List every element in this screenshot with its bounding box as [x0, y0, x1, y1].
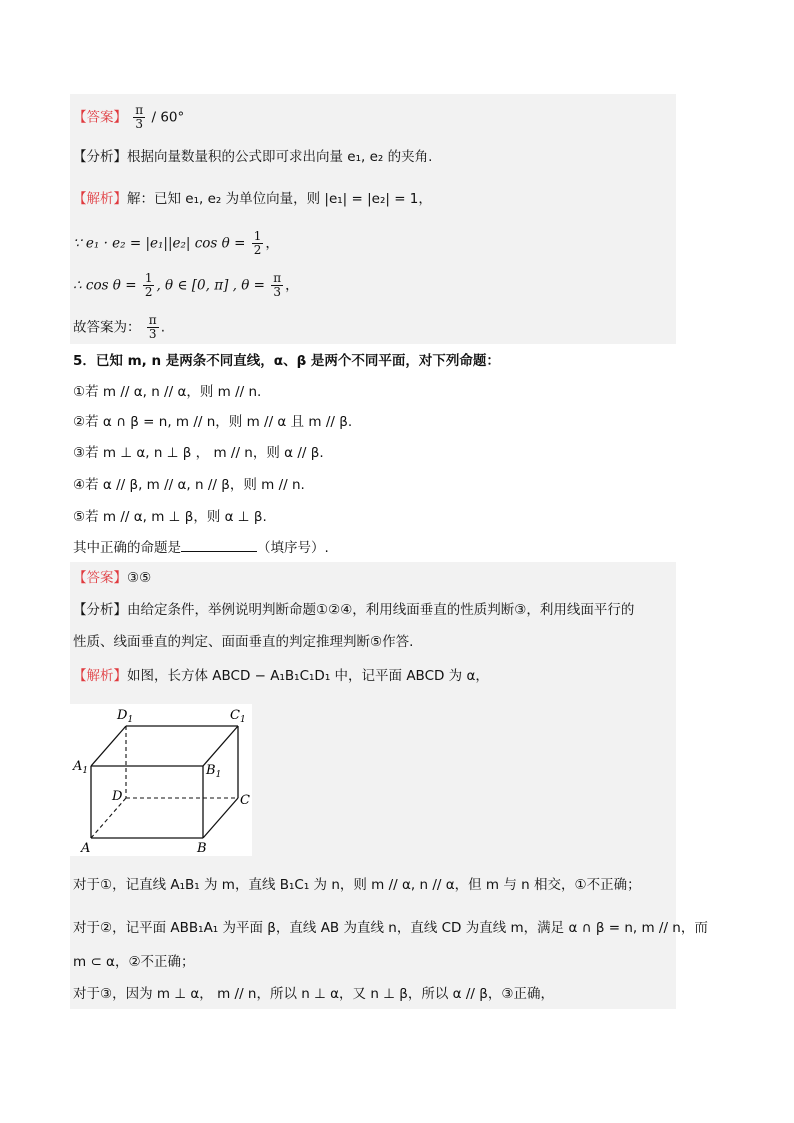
analysis-5-tag: 【分析】	[73, 602, 127, 618]
solution-fraction-half: $\frac{1}{2}$	[253, 229, 262, 257]
question-5-item-1: ①若 m // α, n // α，则 m // n.	[73, 384, 262, 400]
label-a: A	[81, 841, 91, 856]
fill-suffix: （填序号）.	[257, 540, 329, 556]
solution-fraction-half-2: $\frac{1}{2}$	[144, 271, 153, 299]
question-5-fill-line	[73, 537, 329, 558]
solution-text-3-mid: , θ ∈ [0, π] , θ =	[156, 277, 265, 294]
solution-text-3: ∴ cos θ =	[73, 277, 137, 294]
solution-tag: 【解析】	[73, 191, 127, 207]
solution-comma-2: ，	[285, 277, 299, 294]
label-b: B	[197, 841, 207, 856]
solution-text-2: ∵ e₁ · e₂ = |e₁||e₂| cos θ =	[73, 235, 246, 252]
answer-block-1-background	[70, 94, 676, 344]
solution-5-para-2b: m ⊂ α，②不正确；	[73, 954, 195, 970]
solution-line-1	[73, 189, 432, 209]
label-c: C	[240, 793, 250, 808]
solution-line-2	[73, 230, 279, 257]
answer-5-tag: 【答案】	[73, 570, 127, 586]
label-d1: $D_1$	[117, 708, 134, 725]
solution-line-4	[73, 314, 165, 341]
question-5-item-5: ⑤若 m // α, m ⊥ β，则 α ⊥ β.	[73, 509, 267, 525]
analysis-tag: 【分析】	[73, 149, 127, 165]
solution-text-4: 故答案为：	[73, 319, 141, 336]
cuboid-figure	[70, 704, 252, 856]
label-c1: $C_1$	[230, 708, 246, 725]
solution-5-intro-text: 如图，长方体 ABCD − A₁B₁C₁D₁ 中，记平面 ABCD 为 α，	[127, 668, 489, 684]
cuboid-diagram	[70, 704, 252, 856]
question-5-item-2: ②若 α ∩ β = n, m // n，则 m // α 且 m // β.	[73, 414, 353, 430]
solution-comma: ，	[265, 235, 279, 252]
solution-fraction-pi: $\frac{\pi}{3}$	[273, 271, 282, 299]
solution-fraction-pi-2: $\frac{\pi}{3}$	[148, 313, 157, 341]
label-a1: $A_1$	[73, 759, 89, 776]
solution-5-para-1: 对于①，记直线 A₁B₁ 为 m，直线 B₁C₁ 为 n，则 m // α, n // α，但 m 与 n 相交，①不正确；	[73, 877, 641, 893]
solution-5-para-3: 对于③，因为 m ⊥ α， m // n，所以 n ⊥ α，又 n ⊥ β，所以 α // β，③正确，	[73, 986, 554, 1002]
label-d: D	[112, 789, 123, 804]
analysis-line-1	[73, 147, 432, 167]
analysis-5-line-1	[73, 600, 634, 620]
solution-5-tag: 【解析】	[73, 668, 127, 684]
label-b1: $B_1$	[206, 763, 222, 780]
solution-text-1: 解：已知 e₁, e₂ 为单位向量，则 |e₁| = |e₂| = 1，	[127, 191, 432, 207]
answer-line-5	[73, 568, 151, 588]
question-5-item-3: ③若 m ⊥ α, n ⊥ β ， m // n，则 α // β.	[73, 445, 324, 461]
analysis-5-line-2: 性质、线面垂直的判定、面面垂直的判定推理判断⑤作答.	[73, 634, 414, 650]
answer-5-text: ③⑤	[127, 570, 152, 586]
solution-period: .	[160, 319, 165, 336]
answer-fraction: $\frac{\pi}{3}$	[135, 103, 144, 131]
solution-5-para-2a: 对于②，记平面 ABB₁A₁ 为平面 β，直线 AB 为直线 n，直线 CD 为直线 m，满足 α ∩ β = n, m // n，而	[73, 920, 708, 936]
analysis-text: 根据向量数量积的公式即可求出向量 e₁, e₂ 的夹角.	[127, 149, 433, 165]
fill-prefix: 其中正确的命题是	[73, 540, 181, 556]
analysis-5-text-1: 由给定条件，举例说明判断命题①②④，利用线面垂直的性质判断③，利用线面平行的	[127, 602, 635, 618]
answer-blank	[181, 537, 257, 552]
answer-suffix: / 60°	[151, 109, 185, 126]
question-5-stem: 5．已知 m, n 是两条不同直线，α、β 是两个不同平面，对下列命题：	[73, 353, 500, 369]
solution-5-intro	[73, 666, 489, 686]
solution-line-3	[73, 272, 299, 299]
answer-line-1	[73, 104, 184, 131]
question-5-item-4: ④若 α // β, m // α, n // β，则 m // n.	[73, 477, 305, 493]
answer-tag: 【答案】	[73, 109, 127, 126]
